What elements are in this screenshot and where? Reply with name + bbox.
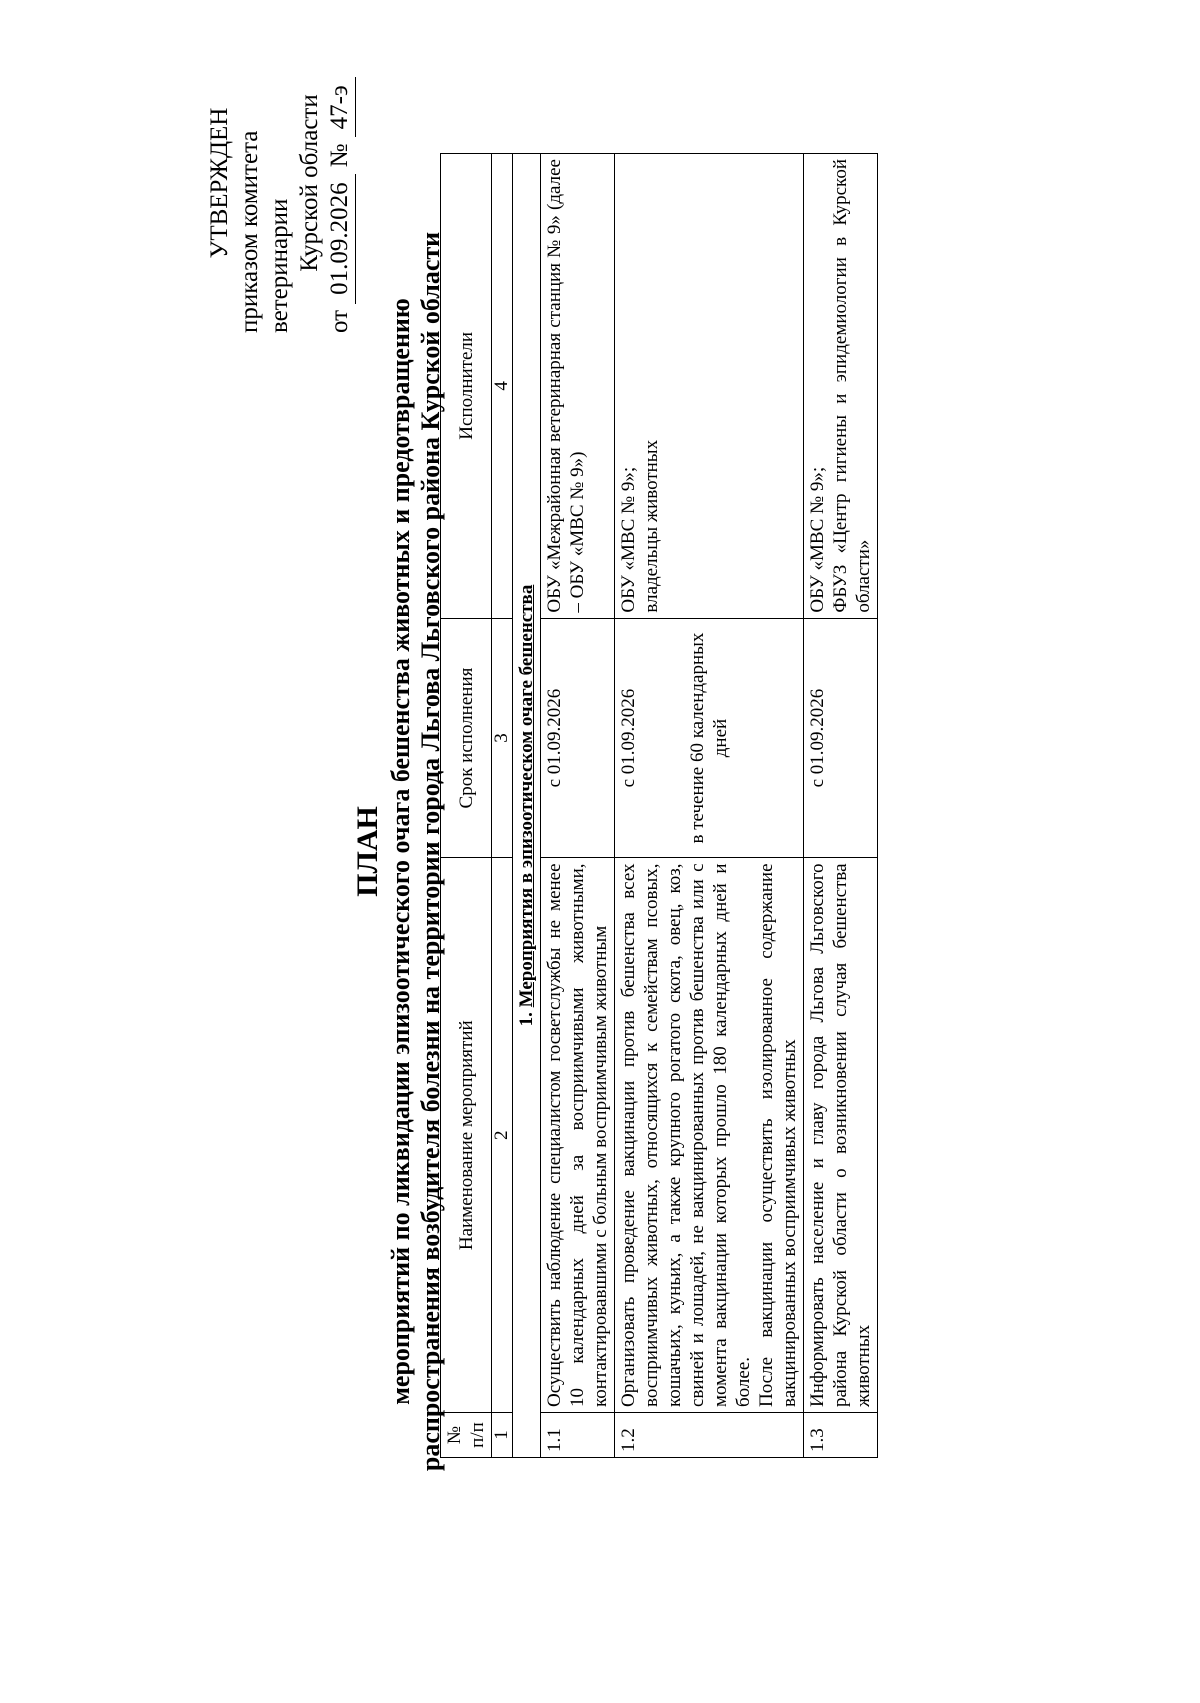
- approval-authority: приказом комитета ветеринарии: [236, 130, 293, 333]
- row-exec-continuation: владельцы животных: [641, 439, 662, 613]
- row-name-continuation: После вакцинации осуществить изолированное содержание вакцинированных восприимчивых животных: [756, 863, 800, 1408]
- section-number: 1.: [516, 1012, 537, 1027]
- section-title-cell: [513, 154, 541, 1458]
- column-number: 1: [492, 1413, 513, 1458]
- column-number-row: [492, 154, 513, 1458]
- row-exec: ОБУ «МВС № 9»;: [807, 466, 828, 613]
- row-name-cell: [615, 858, 804, 1413]
- approval-number: 47-э: [325, 77, 356, 137]
- column-number: 3: [492, 618, 513, 858]
- row-exec-cell: [804, 154, 878, 619]
- plan-subtitle-line1: мероприятий по ликвидации эпизоотического очага бешенства животных и предотвращению: [386, 298, 415, 1405]
- plan-table-wrapper: [440, 153, 878, 1458]
- table-row: [804, 154, 878, 1458]
- section-row: [513, 154, 541, 1458]
- approval-region: Курской области: [296, 94, 323, 272]
- table-row: [541, 154, 615, 1458]
- column-number: 2: [492, 858, 513, 1413]
- row-term-cell: [615, 618, 804, 858]
- approval-heading: УТВЕРЖДЕН: [206, 107, 233, 259]
- row-term-duration: в течение 60 календарных дней: [687, 632, 731, 844]
- column-number: 4: [492, 154, 513, 619]
- row-exec-continuation: ФБУЗ «Центр гигиены и эпидемиологии в Курской области»: [830, 159, 874, 613]
- approval-number-label: №: [326, 143, 353, 168]
- row-exec: ОБУ «МВС № 9»;: [618, 466, 639, 613]
- row-term: с 01.09.2026: [618, 688, 639, 788]
- header-term: Срок исполнения: [441, 618, 492, 858]
- header-name: Наименование мероприятий: [441, 858, 492, 1413]
- row-name: Организовать проведение вакцинации против бешенства всех восприимчивых животных, относящихся к семействам псовых, кошачьих, куньих, а также крупного рогатого скота, овец, коз, свиней и лошадей, не вакцинированных против бешенства или с момента вакцинации которых прошло 180 календарных дней и более.: [618, 863, 754, 1408]
- row-name: Информировать население и главу города Льгова Льговского района Курской области о возникновении случая бешенства животных: [804, 858, 878, 1413]
- row-num: 1.1: [541, 1413, 615, 1458]
- row-term: с 01.09.2026: [804, 618, 878, 858]
- plan-heading: ПЛАН: [351, 806, 384, 897]
- approval-from-label: от: [326, 309, 353, 333]
- row-name: Осуществить наблюдение специалистом госветслужбы не менее 10 календарных дней за восприимчивыми животными, контактировавшими с больным восприимчивым животным: [541, 858, 615, 1413]
- approval-stamp: [205, 3, 356, 333]
- section-title: Мероприятия в эпизоотическом очаге бешенства: [516, 584, 537, 1008]
- row-exec-cell: [615, 154, 804, 619]
- plan-table: [440, 153, 878, 1458]
- header-num: № п/п: [441, 1413, 492, 1458]
- table-row: [615, 154, 804, 1458]
- row-exec: ОБУ «Межрайонная ветеринарная станция № 9» (далее – ОБУ «МВС № 9»): [541, 154, 615, 619]
- term-spacer: [640, 624, 686, 853]
- row-num: 1.3: [804, 1413, 878, 1458]
- plan-subtitle-line2: распространения возбудителя болезни на территории города Льгова Льговского района Курской области: [416, 231, 445, 1472]
- header-exec: Исполнители: [441, 154, 492, 619]
- approval-date: 01.09.2026: [325, 174, 356, 304]
- row-term: с 01.09.2026: [541, 618, 615, 858]
- row-num: 1.2: [615, 1413, 804, 1458]
- plan-title: [350, 0, 446, 1703]
- table-header-row: [441, 154, 492, 1458]
